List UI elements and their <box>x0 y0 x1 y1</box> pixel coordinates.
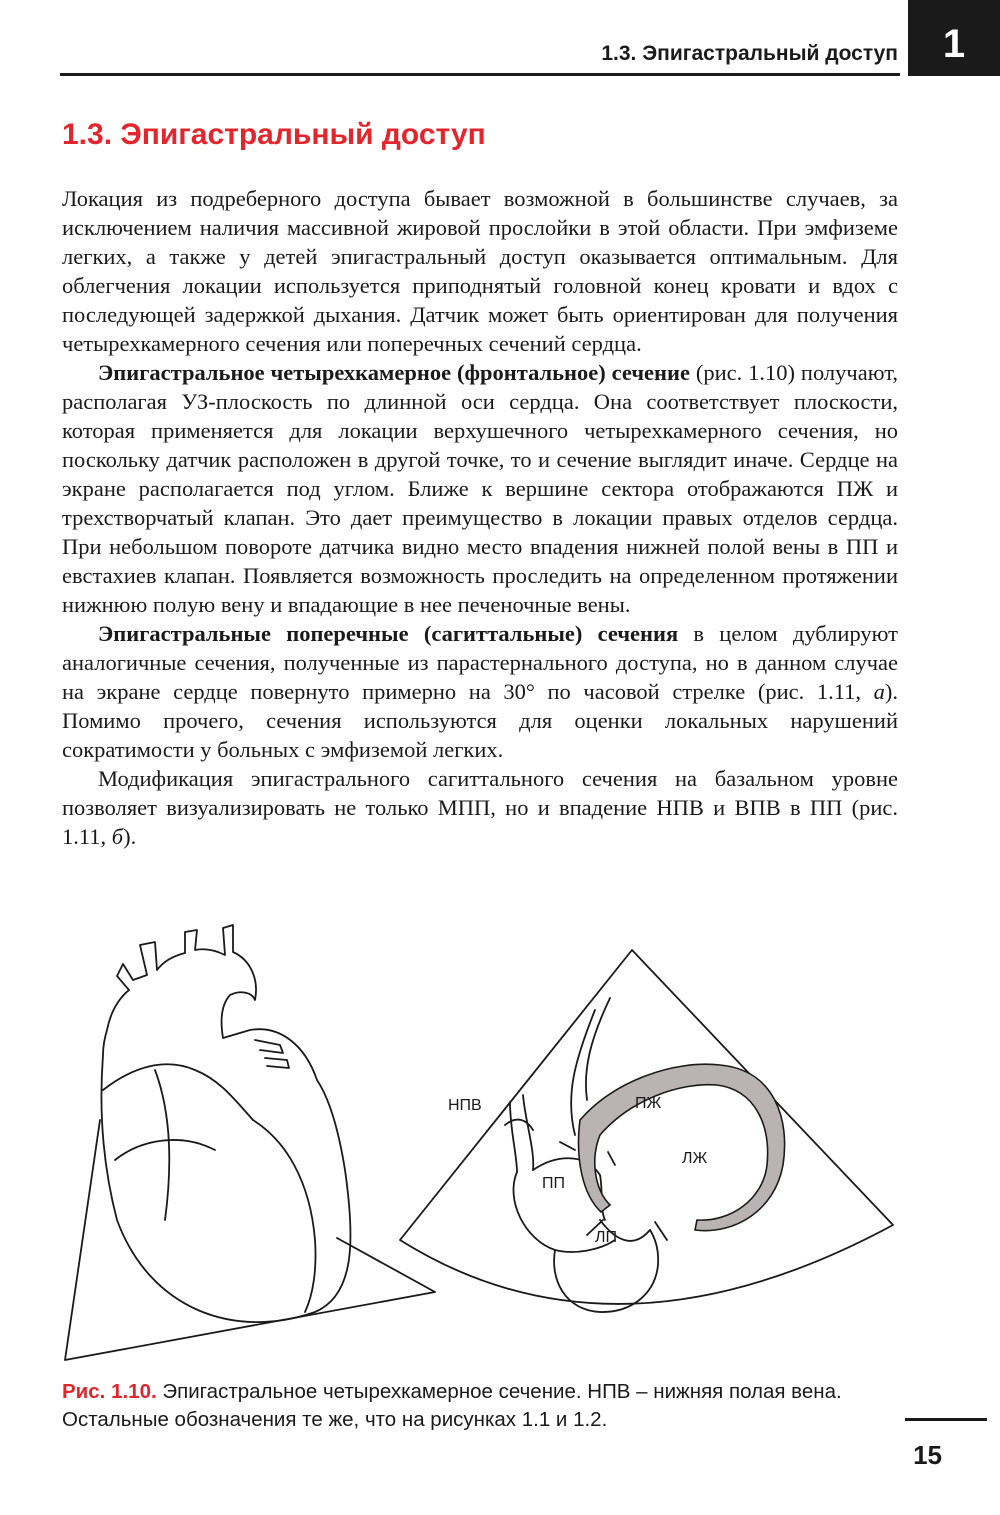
caption-label: Рис. 1.10. <box>62 1380 157 1403</box>
page-number: 15 <box>913 1440 942 1470</box>
paragraph-1: Локация из подреберного доступа бывает возможной в большинстве случаев, за исключением наличия массивной жировой прослойки в этой области. При эмфиземе легких, а также у детей эпигастральный доступ оказывается оптимальным. Для облегчения локации используется приподнятый головной конец кровати и вдох с последующей задержкой дыхания. Датчик может быть ориентирован для получения четырехкамерного сечения или поперечных сечений сердца. <box>62 186 898 356</box>
paragraph-4-text-a: Модификация эпигастрального сагиттального сечения на базальном уровне позволяет визуализировать не только МПП, но и впадение НПВ и ВПВ в ПП (рис. 1.11, <box>62 766 898 849</box>
caption-text: Эпигастральное четырехкамерное сечение. НПВ – нижняя полая вена. Остальные обозначения те же, что на рисунках 1.1 и 1.2. <box>62 1380 842 1431</box>
label-pp: ПП <box>542 1175 565 1192</box>
label-npv: НПВ <box>448 1097 482 1114</box>
paragraph-3-figure-letter: а <box>873 679 885 704</box>
heart-vessel-stub <box>255 1040 283 1053</box>
section-title: 1.3. Эпигастральный доступ <box>62 118 486 151</box>
tricuspid-leaflet-1 <box>560 1142 575 1150</box>
label-lp: ЛП <box>595 1229 617 1246</box>
chapter-number: 1 <box>942 22 966 66</box>
header-rule <box>60 73 900 76</box>
paragraph-3-text-a: в целом дублируют аналогичные сечения, полученные из парастернального доступа, но в данном случае на экране сердце повернуто примерно на 30° по часовой стрелке (рис. 1.11, <box>62 621 898 704</box>
heart-inner-contour-1 <box>103 1064 253 1120</box>
running-header <box>0 0 1000 80</box>
ivc-line-2 <box>510 1102 517 1172</box>
mitral-leaflet-2 <box>608 1152 615 1165</box>
myocardium-band <box>579 1064 785 1230</box>
heart-outline <box>101 925 350 1322</box>
label-pzh: ПЖ <box>635 1095 662 1112</box>
figure-illustration <box>55 920 925 1370</box>
heart-inner-contour-3 <box>253 1120 316 1312</box>
chapter-tab <box>908 0 1000 76</box>
paragraph-4-text-b: ). <box>123 824 137 849</box>
sector-inner-line-2 <box>586 998 610 1100</box>
body-text <box>62 184 898 851</box>
paragraph-3-term: Эпигастральные поперечные (сагиттальные) сечения <box>98 621 679 646</box>
mitral-leaflet <box>655 1222 667 1240</box>
paragraph-4 <box>62 764 898 851</box>
label-lzh: ЛЖ <box>682 1150 708 1167</box>
heart-inner-contour-2 <box>115 1140 215 1160</box>
ivc-line-1 <box>523 1095 533 1170</box>
paragraph-2-text: (рис. 1.10) получают, располагая УЗ-плоскость по длинной оси сердца. Она соответствует плоскости, которая применяется для локации верхушечного четырехкамерного сечения, но поскольку датчик расположен в другой точке, то и сечение выглядит иначе. Сердце на экране располагается под углом. Ближе к вершине сектора отображаются ПЖ и трехстворчатый клапан. Это дает преимущество в локации правых отделов сердца. При небольшом повороте датчика видно место впадения нижней полой вены в ПП и евстахиев клапан. Появляется возможность проследить на определенном протяжении нижнюю полую вену и впадающие в нее печеночные вены. <box>62 360 898 617</box>
paragraph-2 <box>62 358 898 619</box>
paragraph-3-text-b: ). Помимо прочего, сечения используются для оценки локальных нарушений сократимости у больных с эмфиземой легких. <box>62 679 898 762</box>
echo-sector <box>400 950 893 1304</box>
footer-rule <box>905 1418 987 1421</box>
running-title: 1.3. Эпигастральный доступ <box>601 42 898 65</box>
figure-1-10 <box>55 920 925 1370</box>
paragraph-4-figure-letter: б <box>111 824 124 849</box>
heart-inner-contour-4 <box>155 1070 169 1220</box>
figure-caption <box>62 1378 922 1434</box>
paragraph-3 <box>62 619 898 764</box>
heart-vessel-stub-2 <box>265 1058 289 1068</box>
paragraph-2-term: Эпигастральное четырехкамерное (фронтальное) сечение <box>98 360 690 385</box>
